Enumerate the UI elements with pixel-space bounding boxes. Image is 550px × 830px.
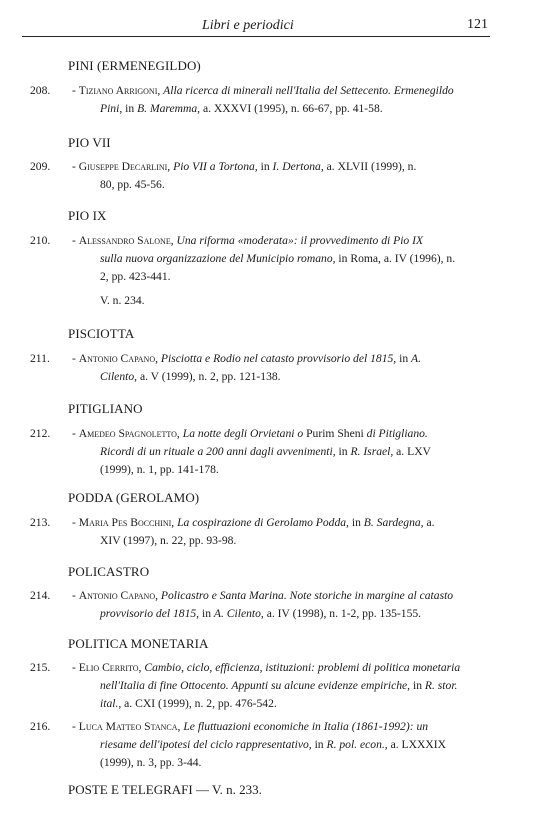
- entry-author: Tiziano Arrigoni,: [78, 84, 161, 97]
- section-heading-pio-ix: PIO IX: [68, 208, 107, 223]
- entry-211: 211. - Antonio Capano, Pisciotta e Rodio nel catasto provvisorio del 1815, in A. Cilento, a. V (1999), n. 2, pp. 121-138.: [30, 352, 422, 383]
- header-title: Libri e periodici: [202, 18, 294, 33]
- running-header: [22, 14, 490, 37]
- entry-213: 213. - Maria Pes Bocchini, La cospirazione di Gerolamo Podda, in B. Sardegna, a. XIV (1997), n. 22, pp. 93-98.: [30, 516, 435, 547]
- entry-number: 208.: [30, 84, 51, 97]
- section-heading-pitigliano: PITIGLIANO: [68, 401, 143, 416]
- entry-number: 209.: [30, 160, 51, 173]
- entry-215: 215. - Elio Cerrito, Cambio, ciclo, efficienza, istituzioni: problemi di politica monetaria nell'Italia di fine Ottocento. Appunti su alcune evidenze empiriche, in R. stor. ital., a. CXI (1999), n. 2, pp. 476-542.: [30, 661, 461, 710]
- section-heading-pini: PINI (ERMENEGILDO): [68, 58, 201, 73]
- final-cross-reference: POSTE E TELEGRAFI — V. n. 233.: [68, 782, 262, 797]
- section-heading-podda: PODDA (GEROLAMO): [68, 490, 200, 505]
- entry-216: 216. - Luca Matteo Stanca, Le fluttuazioni economiche in Italia (1861-1992): un riesame dell'ipotesi del ciclo rappresentativo, in R. pol. econ., a. LXXXIX (1999), n. 3, pp. 3-44.: [30, 720, 446, 769]
- entry-209: 209. - Giuseppe Decarlini, Pio VII a Tortona, in I. Dertona, a. XLVII (1999), n. 80, pp. 45-56.: [30, 160, 417, 191]
- section-heading-pio-vii: PIO VII: [68, 135, 111, 150]
- entry-214: 214. - Antonio Capano, Policastro e Santa Marina. Note storiche in margine al catasto provvisorio del 1815, in A. Cilento, a. IV (1998), n. 1-2, pp. 135-155.: [30, 589, 454, 620]
- entry-title: Alla ricerca di minerali nell'Italia del Settecento. Ermenegildo: [163, 84, 454, 97]
- section-heading-politica-monetaria: POLITICA MONETARIA: [68, 636, 209, 651]
- entry-210: 210. - Alessandro Salone, Una riforma «moderata»: il provvedimento di Pio IX sulla nuova organizzazione del Municipio romano, in Roma, a. IV (1996), n. 2, pp. 423-441.: [30, 234, 456, 283]
- entry-208: 208. - Tiziano Arrigoni, Alla ricerca di minerali nell'Italia del Settecento. Ermenegildo Pini, in B. Maremma, a. XXXVI (1995), n. 66-67, pp. 41-58.: [30, 84, 454, 115]
- page-number: 121: [467, 17, 488, 32]
- section-heading-policastro: POLICASTRO: [68, 564, 150, 579]
- entry-212: 212. - Amedeo Spagnoletto, La notte degli Orvietani o Purim Sheni di Pitigliano. Ricordi di un rituale a 200 anni dagli avvenimenti, in R. Israel, a. LXV (1999), n. 1, pp. 141-178.: [30, 427, 431, 476]
- section-heading-pisciotta: PISCIOTTA: [68, 326, 135, 341]
- cross-reference: V. n. 234.: [100, 294, 145, 307]
